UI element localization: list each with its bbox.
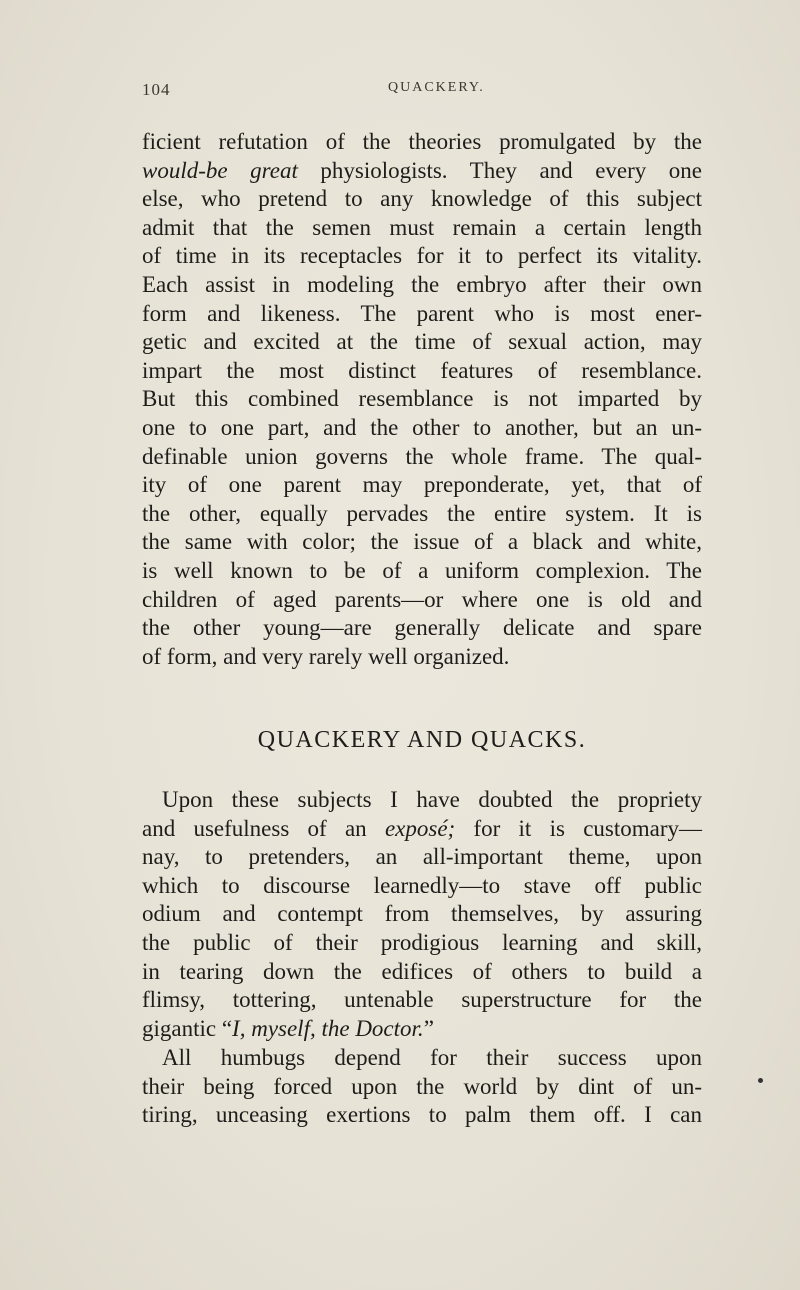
text-line: of form, and very rarely well organized. — [142, 643, 510, 669]
text-line: ity of one parent may preponderate, yet, that of — [142, 472, 702, 498]
text-line: is well known to be of a uniform complexion. The — [142, 557, 702, 583]
italic-phrase: would-be great — [142, 157, 298, 183]
text-line: impart the most distinct features of resemblance. — [142, 357, 702, 383]
paragraph-all-humbugs — [142, 1044, 702, 1130]
text-line: the same with color; the issue of a black and white, — [142, 529, 702, 555]
text-line: All humbugs depend for their success upon — [162, 1045, 702, 1070]
text-line: and usefulness of an exposé; for it is customary— — [142, 815, 702, 841]
text-line: one to one part, and the other to another, but an un- — [142, 414, 702, 440]
text-line: the public of their prodigious learning and skill, — [142, 929, 702, 955]
page-number: 104 — [142, 80, 171, 99]
italic-phrase: exposé; — [384, 815, 456, 841]
text-line: admit that the semen must remain a certain length — [142, 214, 702, 240]
text-line: Upon these subjects I have doubted the propriety — [162, 787, 702, 812]
text-line: the other young—are generally delicate and spare — [142, 615, 702, 641]
text-line: But this combined resemblance is not imparted by — [142, 386, 702, 412]
text-line: Each assist in modeling the embryo after their own — [142, 271, 702, 297]
text-line: odium and contempt from themselves, by assuring — [142, 901, 702, 927]
text-line: of time in its receptacles for it to perfect its vitality. — [142, 243, 702, 269]
section-heading: QUACKERY AND QUACKS. — [257, 727, 587, 753]
paragraph-continued — [142, 128, 702, 671]
text-line: definable union governs the whole frame. The qual- — [142, 443, 702, 469]
text-line: nay, to pretenders, an all-important theme, upon — [142, 844, 702, 870]
page-header — [142, 80, 702, 104]
text-line: getic and excited at the time of sexual action, may — [142, 329, 702, 355]
text-line: the other, equally pervades the entire system. It is — [142, 500, 702, 526]
text-line: form and likeness. The parent who is most ener- — [142, 300, 702, 326]
text-line: would-be great physiologists. They and every one — [142, 157, 703, 183]
text-line: which to discourse learnedly—to stave off public — [142, 872, 702, 898]
text-line: else, who pretend to any knowledge of this subject — [142, 186, 702, 212]
margin-mark — [758, 1078, 763, 1083]
paragraph-upon-these-subjects — [142, 786, 702, 1043]
text-line: in tearing down the edifices of others to build a — [142, 958, 702, 984]
text-line: gigantic “I, myself, the Doctor.” — [142, 1015, 434, 1041]
running-head: QUACKERY. — [388, 80, 485, 95]
italic-phrase: I, myself, the Doctor. — [232, 1015, 424, 1041]
text-line: their being forced upon the world by dint of un- — [142, 1073, 702, 1099]
text-line: children of aged parents—or where one is old and — [142, 586, 702, 612]
text-line: tiring, unceasing exertions to palm them off. I can — [142, 1102, 702, 1128]
text-line: flimsy, tottering, untenable superstructure for the — [142, 987, 702, 1013]
text-line: ficient refutation of the theories promulgated by the — [142, 129, 702, 154]
